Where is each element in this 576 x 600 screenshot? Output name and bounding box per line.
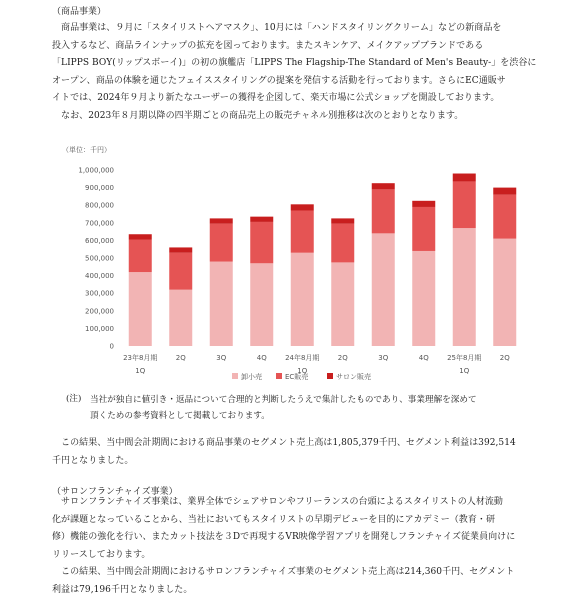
x-tick-label: 3Q xyxy=(216,354,227,362)
bar-segment-3 xyxy=(453,174,476,182)
bar-segment-2 xyxy=(331,224,354,263)
bar-segment-1 xyxy=(129,272,152,346)
y-tick-label: 1,000,000 xyxy=(78,166,114,175)
x-tick-label: 4Q xyxy=(418,354,429,362)
bar-segment-2 xyxy=(372,189,395,233)
salon-section-heading: （サロンフランチャイズ事業） xyxy=(52,487,178,497)
bar-segment-1 xyxy=(372,233,395,346)
x-tick-label: 2Q xyxy=(175,354,186,362)
y-tick-label: 800,000 xyxy=(85,201,114,210)
chart-unit-label: （単位：千円） xyxy=(62,146,111,154)
bar-segment-2 xyxy=(412,207,435,251)
bar-segment-3 xyxy=(372,183,395,189)
x-tick-label: 3Q xyxy=(378,354,389,362)
x-tick-label: 1Q xyxy=(459,367,470,375)
bar-segment-1 xyxy=(291,253,314,346)
bar-segment-1 xyxy=(210,262,233,346)
sales-channel-chart xyxy=(52,140,532,390)
product-result-text: この結果、当中間会計期間における商品事業のセグメント売上高は1,805,379千円、セグメント利益は392,514 千円となりました。 xyxy=(52,438,516,466)
bar-segment-1 xyxy=(412,251,435,346)
x-tick-label: 23年8月期 xyxy=(123,354,158,362)
product-section-body: 商品事業は、９月に「スタイリストヘアマスク」、10月には「ハンドスタイリングクリーム」などの新商品を 投入するなど、商品ラインナップの拡充を図っております。またスキンケア、メイクアップブランドである 「LIPPS BOY(リップスボーイ)」の初の旗艦店「LIPPS The Flagship-The Standard of Men's Beauty-」を渋谷に オープン、商品の体験を通じたフェイススタイリングの提案を発信する活動を行っております。さらにEC通販サ イトでは、2024年９月より新たなユーザーの獲得を企図して、楽天市場に公式ショップを開設しております。 なお、2023年８月期以降の四半期ごとの商品売上の販売チャネル別推移は次のとおりとなります。 xyxy=(52,23,537,121)
bar-segment-2 xyxy=(493,195,516,239)
note-text: 当社が独自に値引き・返品について合理的と判断したうえで集計したものであり、事業理解を深めて 頂くための参考資料として掲載しております。 xyxy=(90,395,477,421)
y-tick-label: 600,000 xyxy=(85,236,114,245)
x-tick-label: 1Q xyxy=(135,367,146,375)
y-tick-label: 300,000 xyxy=(85,289,114,298)
bar-segment-3 xyxy=(210,218,233,223)
y-tick-label: 400,000 xyxy=(85,272,114,281)
bar-segment-1 xyxy=(169,290,192,346)
y-tick-label: 700,000 xyxy=(85,219,114,228)
bar-segment-3 xyxy=(169,247,192,252)
bar-segment-3 xyxy=(129,234,152,239)
bar-segment-3 xyxy=(331,218,354,223)
y-tick-label: 200,000 xyxy=(85,307,114,316)
x-tick-label: 25年8月期 xyxy=(447,354,482,362)
note-mark: (注) xyxy=(66,394,82,404)
bar-segment-1 xyxy=(493,239,516,346)
bar-segment-3 xyxy=(291,204,314,210)
bar-segment-2 xyxy=(250,222,273,263)
bar-segment-2 xyxy=(210,224,233,262)
legend-label-1: 卸小売 xyxy=(241,373,262,381)
legend-swatch-2 xyxy=(276,373,282,379)
bar-segment-1 xyxy=(250,263,273,346)
salon-section-body: サロンフランチャイズ事業は、業界全体でシェアサロンやフリーランスの台頭によるスタイリストの人材流動 化が課題となっていることから、当社においてもスタイリストの早期デビューを目的にアカデミー（教育・研 修）機能の強化を行い、またカット技法を３Dで再現するVR映像学習アプリを開発しフランチャイズ従業員向けに リリースしております。 この結果、当中間会計期間におけるサロンフランチャイズ事業のセグメント売上高は214,360千円、セグメント 利益は79,196千円となりました。 xyxy=(52,497,516,595)
x-tick-label: 2Q xyxy=(499,354,510,362)
bar-segment-1 xyxy=(453,228,476,346)
y-tick-label: 0 xyxy=(109,342,114,351)
bar-segment-2 xyxy=(291,210,314,252)
bar-segment-2 xyxy=(453,181,476,228)
bar-segment-2 xyxy=(129,240,152,273)
x-tick-label: 2Q xyxy=(337,354,348,362)
legend-swatch-1 xyxy=(232,373,238,379)
product-section-heading: （商品事業） xyxy=(52,7,107,17)
y-tick-label: 900,000 xyxy=(85,184,114,193)
x-tick-label: 24年8月期 xyxy=(285,354,320,362)
y-tick-label: 500,000 xyxy=(85,254,114,263)
legend-label-3: サロン販売 xyxy=(336,373,371,381)
bar-segment-2 xyxy=(169,253,192,290)
legend-swatch-3 xyxy=(327,373,333,379)
bar-segment-1 xyxy=(331,262,354,346)
y-tick-label: 100,000 xyxy=(85,324,114,333)
x-tick-label: 1Q xyxy=(297,367,308,375)
x-tick-label: 4Q xyxy=(256,354,267,362)
bar-segment-3 xyxy=(412,201,435,207)
legend-label-2: EC販売 xyxy=(285,373,309,381)
bar-segment-3 xyxy=(250,217,273,222)
bar-segment-3 xyxy=(493,188,516,195)
